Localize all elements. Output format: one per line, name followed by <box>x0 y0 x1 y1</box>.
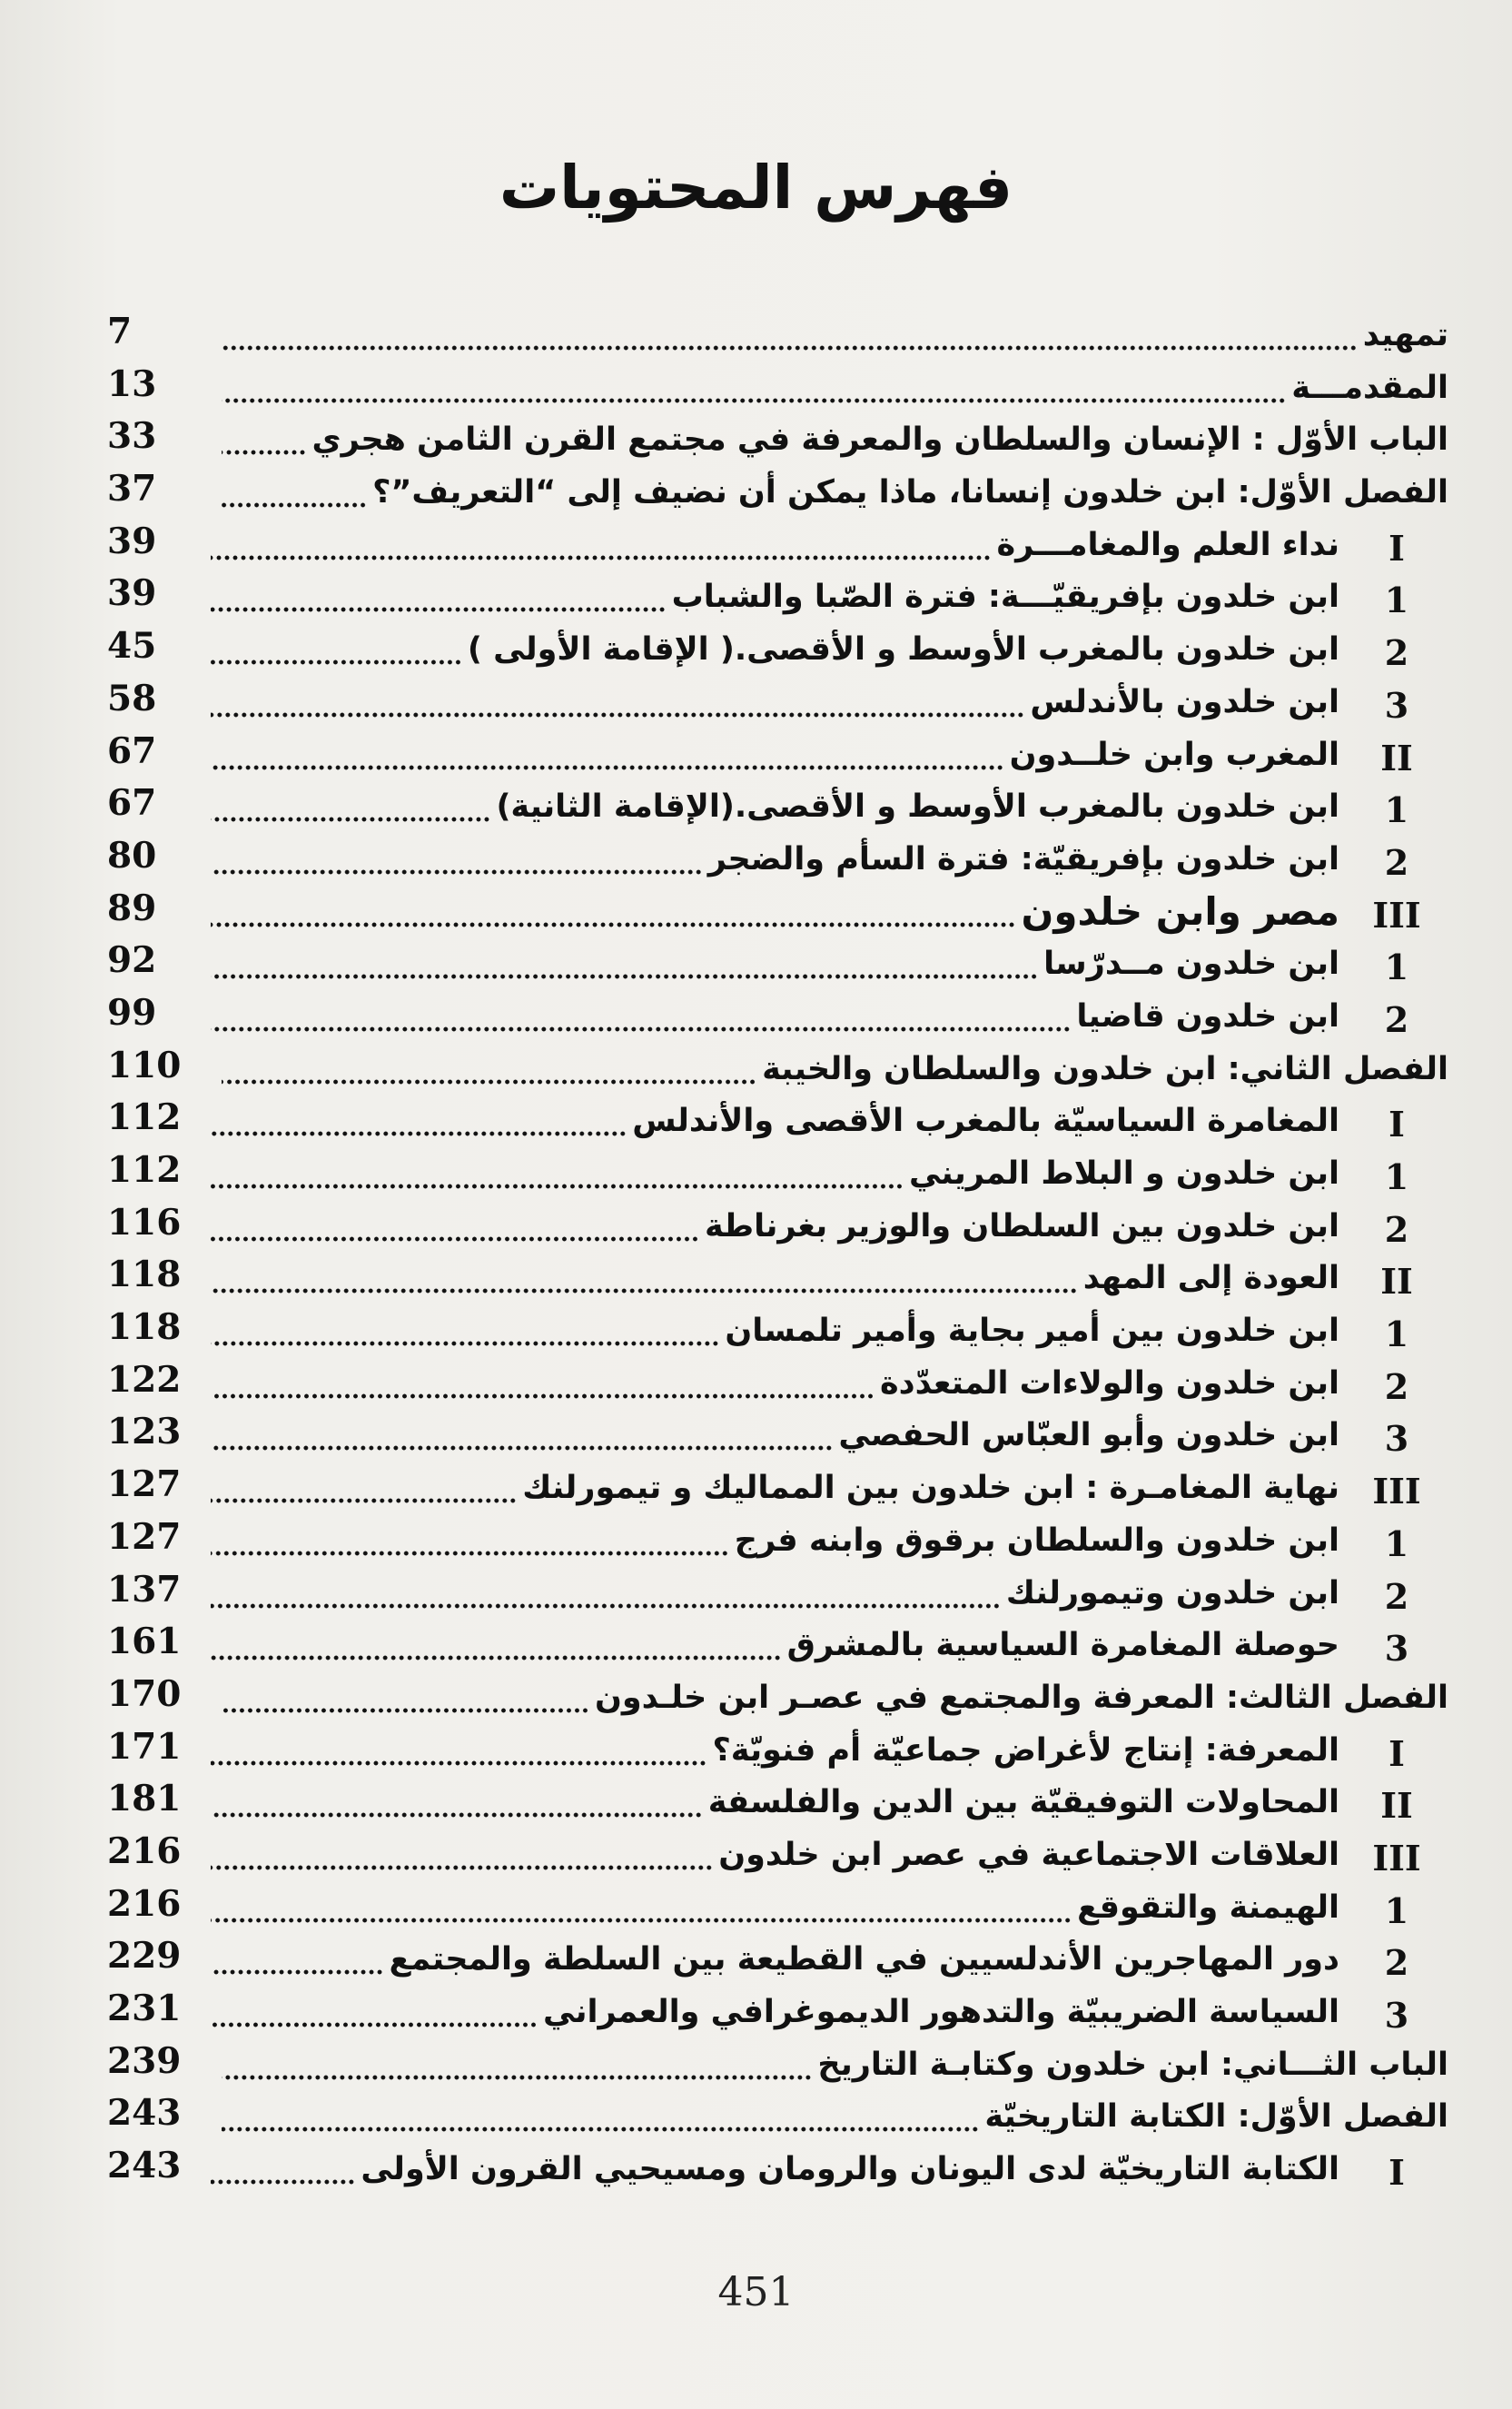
toc-entry-title: ابن خلدون بين السلطان والوزير بغرناطة <box>704 1207 1339 1244</box>
toc-page-number: 118 <box>107 1306 182 1349</box>
dot-leader <box>211 1026 1071 1032</box>
toc-entry <box>0 831 1512 884</box>
dot-leader <box>211 2179 355 2185</box>
toc-entry-title: ابن خلدون بإفريقيّة: فترة السأم والضجر <box>707 840 1339 877</box>
toc-page-number: 89 <box>107 887 157 929</box>
toc-page-number: 7 <box>107 311 133 352</box>
toc-entry <box>0 1617 1512 1670</box>
toc-marker: 3 <box>1384 684 1409 726</box>
toc-entry <box>0 1250 1512 1303</box>
toc-page-number: 67 <box>107 782 157 825</box>
toc-entry <box>0 1827 1512 1879</box>
toc-page-number: 122 <box>107 1358 182 1401</box>
dot-leader <box>211 2022 538 2027</box>
toc-entry-title: العلاقات الاجتماعية في عصر ابن خلدون <box>718 1836 1339 1873</box>
toc-entry-title: الفصل الثاني: ابن خلدون والسلطان والخيبة <box>762 1050 1448 1087</box>
dot-leader <box>211 974 1038 979</box>
dot-leader <box>211 1498 517 1503</box>
dot-leader <box>211 1551 729 1556</box>
dot-leader <box>222 450 307 455</box>
toc-entry-title: المحاولات التوفيقيّة بين الدين والفلسفة <box>707 1784 1339 1821</box>
toc-page-number: 116 <box>107 1201 182 1244</box>
toc-page-number: 170 <box>107 1672 182 1715</box>
toc-entry-title: مصر وابن خلدون <box>1021 888 1339 934</box>
toc-entry <box>0 1041 1512 1094</box>
toc-entry <box>0 936 1512 988</box>
toc-entry-title: دور المهاجرين الأندلسيين في القطيعة بين السلطة والمجتمع <box>389 1941 1339 1978</box>
toc-marker: III <box>1372 1471 1421 1512</box>
toc-entry <box>0 1984 1512 2037</box>
toc-entry-title: السياسة الضريبيّة والتدهور الديموغرافي والعمراني <box>542 1994 1339 2030</box>
toc-entry <box>0 1774 1512 1827</box>
toc-marker: 2 <box>1384 998 1409 1040</box>
toc-entry <box>0 1879 1512 1932</box>
toc-entry <box>0 411 1512 464</box>
dot-leader <box>211 1603 1001 1609</box>
toc-entry-title: الباب الثـــاني: ابن خلدون وكتابـة التاريخ <box>817 2046 1448 2083</box>
toc-marker: II <box>1380 1785 1413 1827</box>
toc-page-number: 123 <box>107 1411 182 1453</box>
toc-entry <box>0 674 1512 727</box>
toc-page-number: 161 <box>107 1621 182 1663</box>
dot-leader <box>211 1236 699 1242</box>
toc-entry-title: ابن خلدون بالمغرب الأوسط و الأقصى.( الإقامة الأولى ) <box>467 631 1339 669</box>
toc-page-number: 39 <box>107 520 157 562</box>
toc-entry <box>0 1093 1512 1145</box>
toc-page-number: 127 <box>107 1463 182 1506</box>
dot-leader <box>211 607 667 612</box>
dot-leader <box>211 817 490 822</box>
toc-entry-title: نهاية المغامـرة : ابن خلدون بين المماليك و تيمورلنك <box>522 1470 1339 1507</box>
toc-entry-title: ابن خلدون وأبو العبّاس الحفصي <box>838 1417 1339 1454</box>
toc-marker: III <box>1372 894 1421 936</box>
toc-entry <box>0 2037 1512 2089</box>
toc-entry-title: ابن خلدون والسلطان برقوق وابنه فرج <box>734 1522 1339 1559</box>
toc-entry <box>0 307 1512 360</box>
toc-marker: I <box>1388 2152 1405 2194</box>
toc-entry-title: ابن خلدون والولاءات المتعدّدة <box>880 1364 1339 1402</box>
toc-marker: I <box>1388 1732 1405 1774</box>
toc-page-number: 243 <box>107 2145 182 2187</box>
toc-marker: 3 <box>1384 1418 1409 1460</box>
page-number: 451 <box>717 2269 795 2315</box>
dot-leader <box>211 869 703 875</box>
table-of-contents <box>0 307 1512 2194</box>
toc-entry <box>0 517 1512 570</box>
toc-page-number: 33 <box>107 415 157 458</box>
toc-page-number: 239 <box>107 2039 182 2082</box>
toc-entry <box>0 1198 1512 1251</box>
toc-entry-title: ابن خلدون بإفريقيّـــة: فترة الصّبا والشباب <box>671 579 1339 616</box>
toc-entry <box>0 464 1512 517</box>
dot-leader <box>222 345 1358 351</box>
toc-entry <box>0 988 1512 1041</box>
dot-leader <box>211 1131 627 1136</box>
toc-entry-title: المقدمـــة <box>1291 369 1448 406</box>
toc-entry <box>0 360 1512 412</box>
toc-marker: II <box>1380 737 1413 778</box>
toc-entry <box>0 778 1512 831</box>
toc-entry-title: ابن خلدون بالمغرب الأوسط و الأقصى.(الإقامة الثانية) <box>496 788 1339 826</box>
dot-leader <box>211 1918 1072 1923</box>
toc-entry <box>0 1460 1512 1512</box>
toc-marker: 2 <box>1384 632 1409 674</box>
dot-leader <box>222 1708 589 1713</box>
toc-marker: 2 <box>1384 1575 1409 1617</box>
toc-entry-title: العودة إلى المهد <box>1082 1260 1339 1297</box>
toc-page-number: 137 <box>107 1568 182 1611</box>
toc-entry-title: المعرفة: إنتاج لأغراض جماعيّة أم فنويّة؟ <box>712 1731 1339 1769</box>
toc-page-number: 58 <box>107 677 157 719</box>
toc-entry-title: ابن خلدون بين أمير بجاية وأمير تلمسان <box>725 1313 1339 1350</box>
dot-leader <box>211 1341 719 1346</box>
toc-marker: II <box>1380 1261 1413 1303</box>
toc-entry-title: الباب الأوّل : الإنسان والسلطان والمعرفة في مجتمع القرن الثامن هجري <box>311 421 1448 459</box>
toc-entry-title: الفصل الأوّل: الكتابة التاريخيّة <box>984 2098 1448 2136</box>
toc-entry-title: الكتابة التاريخيّة لدى اليونان والرومان ومسيحيي القرون الأولى <box>361 2151 1339 2188</box>
toc-entry-title: الفصل الأوّل: ابن خلدون إنسانا، ماذا يمكن أن نضيف إلى “التعريف”؟ <box>372 474 1448 511</box>
toc-entry <box>0 1722 1512 1775</box>
toc-entry <box>0 1512 1512 1565</box>
toc-entry <box>0 621 1512 674</box>
toc-entry-title: ابن خلدون و البلاط المريني <box>908 1155 1339 1192</box>
toc-entry <box>0 1145 1512 1198</box>
toc-page-number: 45 <box>107 625 157 668</box>
dot-leader <box>211 1288 1078 1294</box>
dot-leader <box>211 1812 703 1818</box>
toc-marker: 3 <box>1384 1995 1409 2036</box>
toc-marker: 1 <box>1384 1889 1409 1931</box>
dot-leader <box>211 659 462 665</box>
dot-leader <box>211 765 1004 770</box>
toc-entry <box>0 2141 1512 2194</box>
toc-page-number: 112 <box>107 1096 182 1139</box>
dot-leader <box>211 1445 833 1451</box>
toc-marker: 1 <box>1384 1156 1409 1197</box>
toc-marker: 1 <box>1384 580 1409 621</box>
page-title: فهرس المحتويات <box>499 153 1013 223</box>
dot-leader <box>211 1184 904 1189</box>
toc-page-number: 112 <box>107 1149 182 1191</box>
toc-entry <box>0 727 1512 779</box>
toc-page-number: 37 <box>107 468 157 511</box>
toc-entry-title: نداء العلم والمغامـــرة <box>996 526 1339 563</box>
toc-entry <box>0 1303 1512 1355</box>
toc-marker: I <box>1388 1104 1405 1145</box>
toc-page-number: 118 <box>107 1254 182 1296</box>
toc-marker: 2 <box>1384 841 1409 883</box>
dot-leader <box>211 1865 713 1870</box>
toc-page-number: 99 <box>107 991 157 1034</box>
toc-marker: 1 <box>1384 1522 1409 1564</box>
dot-leader <box>211 1969 384 1975</box>
dot-leader <box>211 1393 875 1399</box>
toc-entry <box>0 2088 1512 2141</box>
toc-marker: III <box>1372 1837 1421 1879</box>
dot-leader <box>222 502 367 508</box>
toc-page-number: 216 <box>107 1829 182 1872</box>
toc-page-number: 171 <box>107 1725 182 1768</box>
toc-entry <box>0 1407 1512 1460</box>
toc-entry-title: ابن خلدون مــدرّسا <box>1043 946 1339 983</box>
toc-entry-title: المغرب وابن خلــدون <box>1009 736 1339 773</box>
toc-page-number: 92 <box>107 939 157 982</box>
toc-marker: 2 <box>1384 1365 1409 1407</box>
toc-page-number: 39 <box>107 572 157 615</box>
toc-page-number: 110 <box>107 1044 182 1086</box>
toc-page-number: 127 <box>107 1515 182 1558</box>
toc-entry-title: الهيمنة والتقوقع <box>1077 1889 1339 1926</box>
dot-leader <box>211 555 992 560</box>
dot-leader <box>211 922 1016 927</box>
toc-entry <box>0 1565 1512 1618</box>
toc-marker: 1 <box>1384 789 1409 831</box>
toc-marker: 3 <box>1384 1628 1409 1670</box>
toc-page-number: 229 <box>107 1935 182 1978</box>
dot-leader <box>211 1655 782 1661</box>
toc-marker: 1 <box>1384 947 1409 988</box>
toc-marker: 2 <box>1384 1942 1409 1984</box>
dot-leader <box>222 398 1286 403</box>
toc-entry <box>0 569 1512 621</box>
dot-leader <box>222 2126 979 2132</box>
toc-marker: I <box>1388 527 1405 569</box>
dot-leader <box>211 1760 707 1766</box>
toc-entry-title: تمهيد <box>1362 317 1448 353</box>
toc-entry <box>0 1355 1512 1408</box>
toc-entry-title: الفصل الثالث: المعرفة والمجتمع في عصـر ابن خلـدون <box>594 1679 1448 1716</box>
toc-entry-title: حوصلة المغامرة السياسية بالمشرق <box>786 1627 1339 1664</box>
toc-page-number: 243 <box>107 2092 182 2135</box>
toc-entry <box>0 1931 1512 1984</box>
toc-page-number: 67 <box>107 729 157 772</box>
toc-entry <box>0 884 1512 937</box>
toc-entry-title: المغامرة السياسيّة بالمغرب الأقصى والأندلس <box>632 1103 1339 1140</box>
toc-marker: 1 <box>1384 1314 1409 1355</box>
toc-entry-title: ابن خلدون وتيمورلنك <box>1005 1574 1339 1611</box>
toc-page-number: 231 <box>107 1988 182 2029</box>
toc-entry <box>0 1670 1512 1722</box>
toc-marker: 2 <box>1384 1208 1409 1250</box>
toc-page-number: 216 <box>107 1882 182 1925</box>
dot-leader <box>222 1079 756 1085</box>
toc-entry-title: ابن خلدون بالأندلس <box>1030 683 1339 720</box>
dot-leader <box>222 2075 812 2080</box>
toc-page-number: 13 <box>107 362 157 405</box>
toc-page-number: 181 <box>107 1778 182 1820</box>
toc-entry-title: ابن خلدون قاضيا <box>1076 997 1339 1035</box>
toc-page-number: 80 <box>107 834 157 877</box>
dot-leader <box>211 712 1024 718</box>
